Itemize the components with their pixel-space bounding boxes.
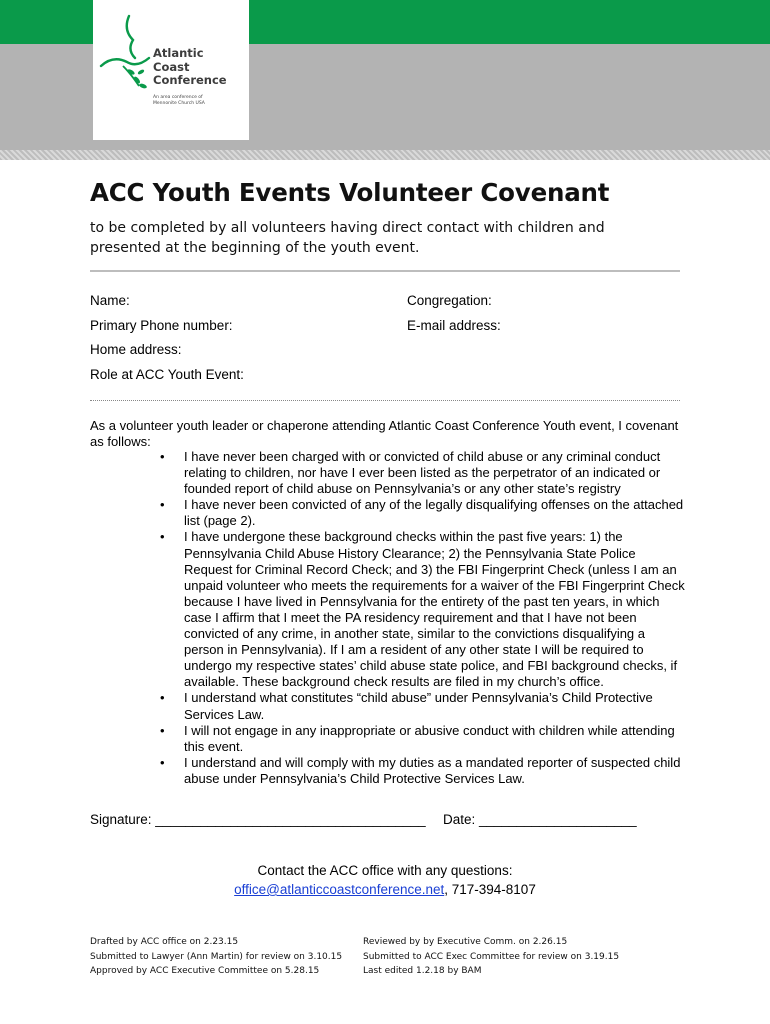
contact-phone: , 717-394-8107 bbox=[444, 882, 536, 897]
logo bbox=[93, 0, 249, 140]
footer-note: Last edited 1.2.18 by BAM bbox=[363, 966, 482, 976]
footer-note: Submitted to Lawyer (Ann Martin) for review on 3.10.15 bbox=[90, 951, 343, 962]
name-field-label: Name: bbox=[90, 293, 130, 308]
phone-field-label: Primary Phone number: bbox=[90, 318, 233, 333]
footer-note: Drafted by ACC office on 2.23.15 bbox=[90, 937, 239, 947]
footer-note: Submitted to ACC Exec Committee for review on 3.19.15 bbox=[363, 951, 620, 962]
contact-line bbox=[0, 882, 770, 897]
signature-line: Signature: ____________________________________ bbox=[90, 812, 426, 827]
footer-note: Approved by ACC Executive Committee on 5.28.15 bbox=[90, 966, 320, 976]
email-field-label: E-mail address: bbox=[407, 318, 501, 333]
header-stripe bbox=[0, 150, 770, 160]
footer-left bbox=[90, 935, 342, 979]
congregation-field-label: Congregation: bbox=[407, 293, 492, 308]
footer-right bbox=[363, 935, 619, 979]
contact-email-link[interactable]: office@atlanticcoastconference.net bbox=[234, 882, 445, 897]
logo-tagline: An area conference of Mennonite Church USA bbox=[153, 95, 205, 106]
page-subtitle: to be completed by all volunteers having direct contact with children and presented at the beginning of the youth event. bbox=[90, 220, 605, 256]
logo-wordmark: Atlantic Coast Conference bbox=[153, 46, 227, 87]
covenant-list bbox=[160, 449, 685, 787]
covenant-item: • I have undergone these background checks within the past five years: 1) the Pennsylvania Child Abuse History Clearance; 2) the Pennsylvania State Police Request for Criminal Record Check; and 3) the FBI Fingerprint Check (unless I am an unpaid volunteer who meets the requirements for a waiver of the FBI Fingerprint Check because I have lived in Pennsylvania for the entirety of the past ten years, in which case I affirm that I meet the PA residency requirement and that I have not been convicted of any crime, in another state, similar to the convictions disqualifying a person in Pennsylvania). If I am a resident of any other state I will be required to undergo my respective states’ child abuse state police, and FBI background checks, if available. These background check results are filed in my church’s office. bbox=[160, 529, 685, 690]
covenant-item: • I have never been charged with or convicted of child abuse or any criminal conduct relating to children, nor have I ever been listed as the perpetrator of an indicated or founded report of child abuse on Pennsylvania’s or any other state’s registry bbox=[160, 449, 685, 497]
contact-text: Contact the ACC office with any questions: bbox=[257, 863, 513, 878]
page-title: ACC Youth Events Volunteer Covenant bbox=[90, 178, 610, 207]
footer-note: Reviewed by by Executive Comm. on 2.26.15 bbox=[363, 937, 568, 947]
covenant-item: • I understand what constitutes “child abuse” under Pennsylvania’s Child Protective Services Law. bbox=[160, 690, 685, 722]
covenant-item: • I will not engage in any inappropriate or abusive conduct with children while attending this event. bbox=[160, 723, 685, 755]
covenant-item: • I understand and will comply with my duties as a mandated reporter of suspected child abuse under Pennsylvania’s Child Protective Services Law. bbox=[160, 755, 685, 787]
divider bbox=[90, 270, 680, 272]
covenant-item: • I have never been convicted of any of the legally disqualifying offenses on the attached list (page 2). bbox=[160, 497, 685, 529]
covenant-intro: As a volunteer youth leader or chaperone attending Atlantic Coast Conference Youth event, I covenant as follows: bbox=[90, 418, 679, 449]
date-line: Date: _____________________ bbox=[443, 812, 637, 827]
dotted-divider bbox=[90, 400, 680, 401]
role-field-label: Role at ACC Youth Event: bbox=[90, 367, 244, 382]
home-address-field-label: Home address: bbox=[90, 342, 182, 357]
